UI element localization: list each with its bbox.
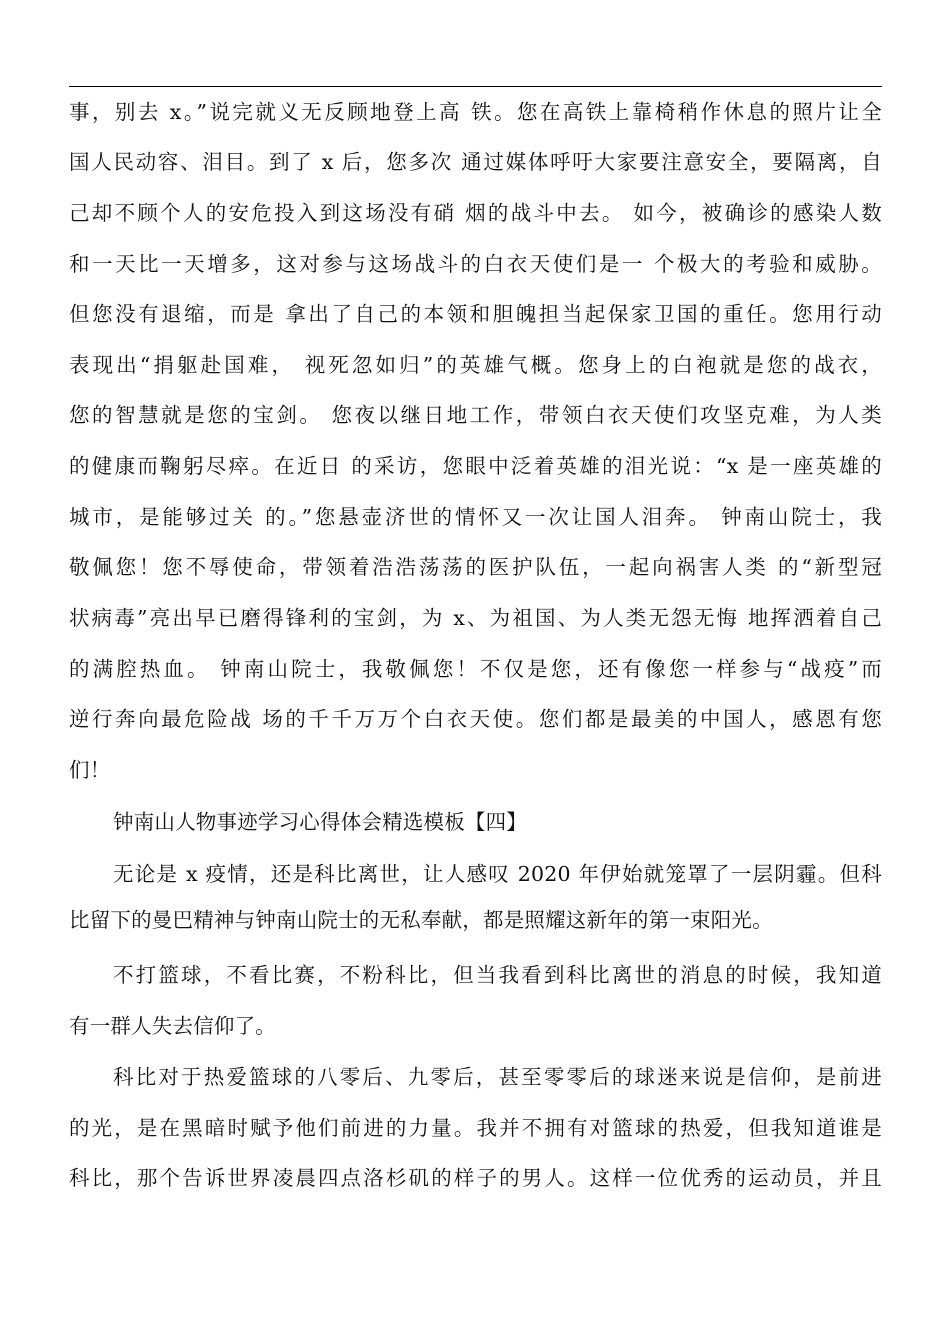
text-line: 己却不顾个人的安危投入到这场没有硝 烟的战斗中去。 如今，被确诊的感染人数 <box>69 201 882 225</box>
paragraph-line: 的光，是在黑暗时赋予他们前进的力量。我并不拥有对篮球的热爱，但我知道谁是 <box>69 1116 882 1140</box>
text-line: 的满腔热血。 钟南山院士，我敬佩您！不仅是您，还有像您一样参与“战疫”而 <box>69 657 882 681</box>
section-heading: 钟南山人物事迹学习心得体会精选模板【四】 <box>113 810 527 834</box>
paragraph-line: 有一群人失去信仰了。 <box>69 1014 276 1038</box>
text-line: 但您没有退缩，而是 拿出了自己的本领和胆魄担当起保家卫国的重任。您用行动 <box>69 302 882 326</box>
text-line: 敬佩您！您不辱使命，带领着浩浩荡荡的医护队伍，一起向祸害人类 的“新型冠 <box>69 555 882 579</box>
text-line: 和一天比一天增多，这对参与这场战斗的白衣天使们是一 个极大的考验和威胁。 <box>69 252 882 276</box>
header-rule <box>69 86 882 87</box>
paragraph-line: 比留下的曼巴精神与钟南山院士的无私奉献，都是照耀这新年的第一束阳光。 <box>69 908 773 932</box>
text-line: 的健康而鞠躬尽瘁。在近日 的采访，您眼中泛着英雄的泪光说：“x 是一座英雄的 <box>69 454 882 478</box>
text-line: 国人民动容、泪目。到了 x 后，您多次 通过媒体呼吁大家要注意安全，要隔离，自 <box>69 150 882 174</box>
text-line: 您的智慧就是您的宝剑。 您夜以继日地工作，带领白衣天使们攻坚克难，为人类 <box>69 403 882 427</box>
paragraph-line: 不打篮球，不看比赛，不粉科比，但当我看到科比离世的消息的时候，我知道 <box>113 963 882 987</box>
text-line: 城市，是能够过关 的。”您悬壶济世的情怀又一次让国人泪奔。 钟南山院士，我 <box>69 505 882 529</box>
paragraph-line: 无论是 x 疫情，还是科比离世，让人感叹 2020 年伊始就笼罩了一层阴霾。但科 <box>113 862 882 886</box>
text-line: 们！ <box>69 758 111 782</box>
text-line: 状病毒”亮出早已磨得锋利的宝剑，为 x、为祖国、为人类无怨无悔 地挥洒着自己 <box>69 606 882 630</box>
text-line: 逆行奔向最危险战 场的千千万万个白衣天使。您们都是最美的中国人，感恩有您 <box>69 707 882 731</box>
text-line: 表现出“捐躯赴国难， 视死忽如归”的英雄气概。您身上的白袍就是您的战衣， <box>69 353 882 377</box>
paragraph-line: 科比对于热爱篮球的八零后、九零后，甚至零零后的球迷来说是信仰，是前进 <box>113 1065 882 1089</box>
paragraph-line: 科比，那个告诉世界凌晨四点洛杉矶的样子的男人。这样一位优秀的运动员，并且 <box>69 1166 882 1190</box>
text-line: 事，别去 x。”说完就义无反顾地登上高 铁。您在高铁上靠椅稍作休息的照片让全 <box>69 100 882 124</box>
